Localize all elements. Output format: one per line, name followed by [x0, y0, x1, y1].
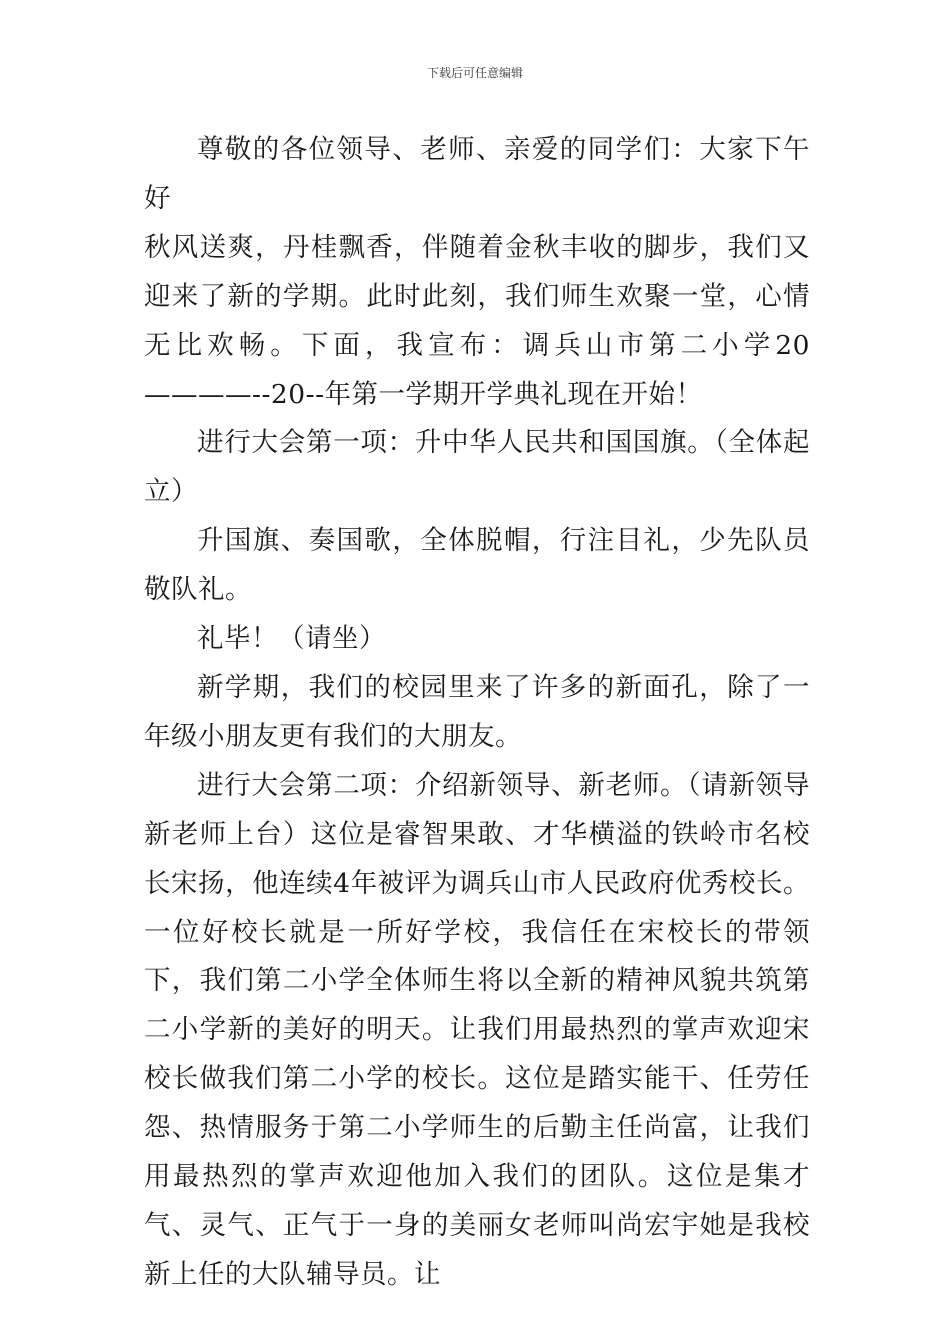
paragraph-greeting: 尊敬的各位领导、老师、亲爱的同学们：大家下午好 — [144, 134, 810, 214]
paragraph-item-one: 进行大会第一项：升中华人民共和国国旗。（全体起立） — [144, 427, 810, 508]
paragraph-item-two: 进行大会第二项：介绍新领导、新老师。（请新领导新老师上台）这位是睿智果敢、才华横溢的铁岭市名校长宋扬，他连续4年被评为调兵山市人民政府优秀校长。一位好校长就是一所好学校，我信任在宋校长的带领下，我们第二小学全体师生将以全新的精神风貌共筑第二小学新的美好的明天。让我们用最热烈的掌声欢迎宋校长做我们第二小学的校长。这位是踏实能干、任劳任怨、热情服务于第二小学师生的后勤主任尚富，让我们用最热烈的掌声欢迎他加入我们的团队。这位是集才气、灵气、正气于一身的美丽女老师叫尚宏宇她是我校新上任的大队辅导员。让 — [144, 769, 810, 1290]
document-body — [144, 126, 810, 1300]
page-header: 下载后可任意编辑 — [426, 66, 523, 80]
paragraph-new-faces: 新学期，我们的校园里来了许多的新面孔，除了一年级小朋友更有我们的大朋友。 — [144, 671, 810, 752]
paragraph-flag-ceremony: 升国旗、奏国歌，全体脱帽，行注目礼，少先队员敬队礼。 — [144, 525, 810, 606]
paragraph-opening: 秋风送爽，丹桂飘香，伴随着金秋丰收的脚步，我们又迎来了新的学期。此时此刻，我们师生欢聚一堂，心情无比欢畅。下面，我宣布：调兵山市第二小学20————--20--年第一学期开学典礼现在开始！ — [144, 231, 810, 410]
paragraph-sit-down: 礼毕！（请坐） — [197, 623, 386, 655]
